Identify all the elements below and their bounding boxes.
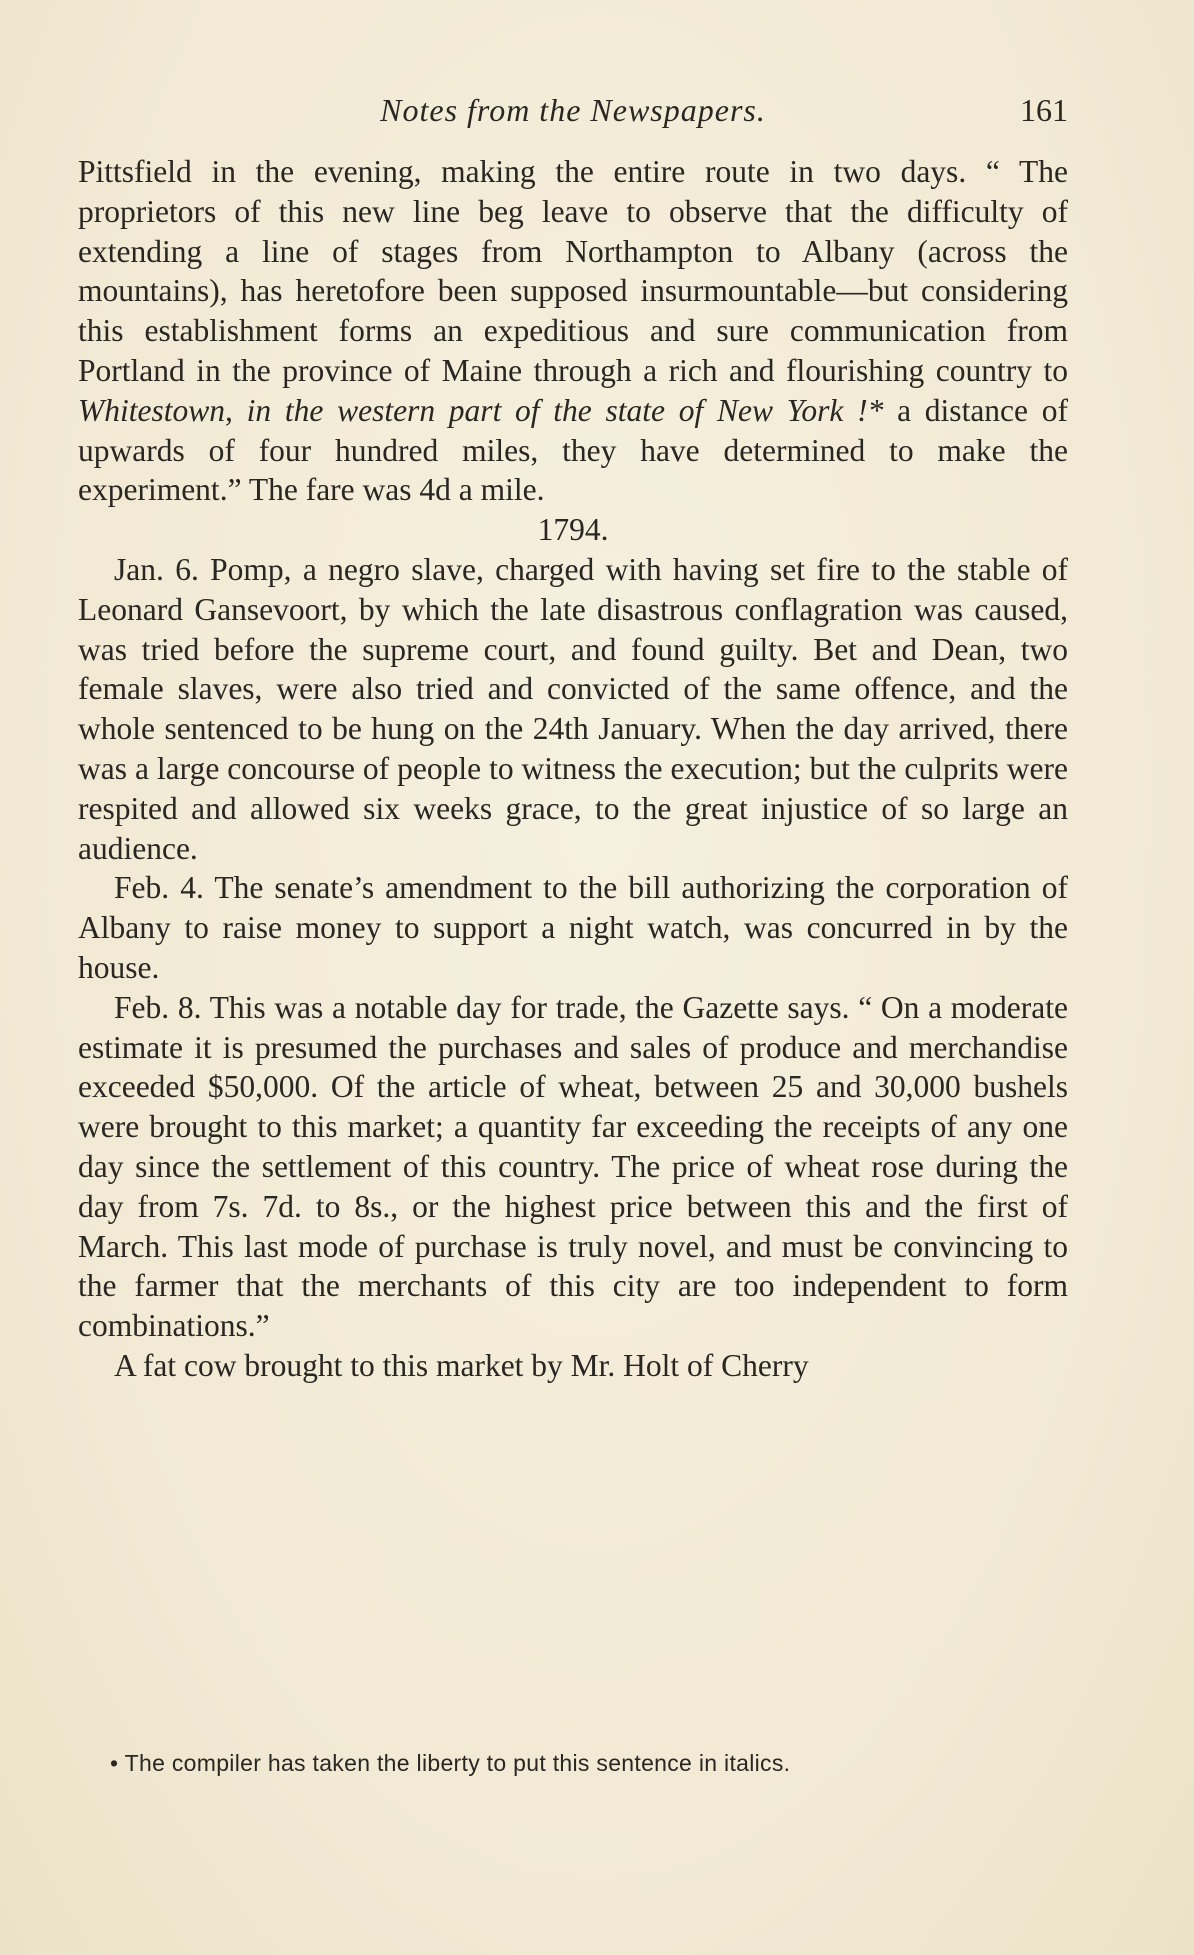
year-heading: 1794.	[537, 512, 609, 548]
italic-passage: Whitestown, in the western part of the state of New York !*	[78, 392, 884, 428]
paragraph-text: Pittsfield in the evening, making the entire route in two days. “ The proprietors of this new line beg leave to observe that the difficulty of extending a line of stages from Northampton to Albany (across the mountains), has heretofore been supposed insurmountable—but considering this establishment forms an expeditious and sure communication from Portland in the province of Maine through a rich and flourishing country to	[78, 154, 1068, 388]
page-header	[78, 92, 1068, 136]
body-text	[78, 152, 1068, 1386]
running-title: Notes from the Newspapers.	[380, 92, 766, 128]
paragraph-feb-8: Feb. 8. This was a notable day for trade, the Gazette says. “ On a moderate estimate it is presumed the purchases and sales of produce and merchandise exceeded $50,000. Of the article of wheat, between 25 and 30,000 bushels were brought to this market; a quantity far exceeding the receipts of any one day since the settlement of this country. The price of wheat rose during the day from 7s. 7d. to 8s., or the highest price between this and the first of March. This last mode of purchase is truly novel, and must be convincing to the farmer that the merchants of this city are too independent to form combinations.”	[78, 989, 1068, 1344]
page-number: 161	[1020, 92, 1068, 128]
paragraph-jan-6: Jan. 6. Pomp, a negro slave, charged with having set fire to the stable of Leonard Gansevoort, by which the late disastrous conflagration was caused, was tried before the supreme court, and found guilty. Bet and Dean, two female slaves, were also tried and convicted of the same offence, and the whole sentenced to be hung on the 24th January. When the day arrived, there was a large concourse of people to witness the execution; but the culprits were respited and allowed six weeks grace, to the great injustice of so large an audience.	[78, 551, 1068, 866]
paragraph-text: a distance of upwards of four hundred miles, they have determined to make the experiment.” The fare was 4d a mile.	[78, 392, 1068, 508]
paragraph-stage-line	[78, 152, 1068, 510]
footnote: • The compiler has taken the liberty to put this sentence in italics.	[110, 1750, 791, 1776]
paragraph-fat-cow: A fat cow brought to this market by Mr. Holt of Cherry	[114, 1347, 809, 1383]
paragraph-feb-4: Feb. 4. The senate’s amendment to the bill authorizing the corporation of Albany to raise money to support a night watch, was concurred in by the house.	[78, 870, 1068, 985]
